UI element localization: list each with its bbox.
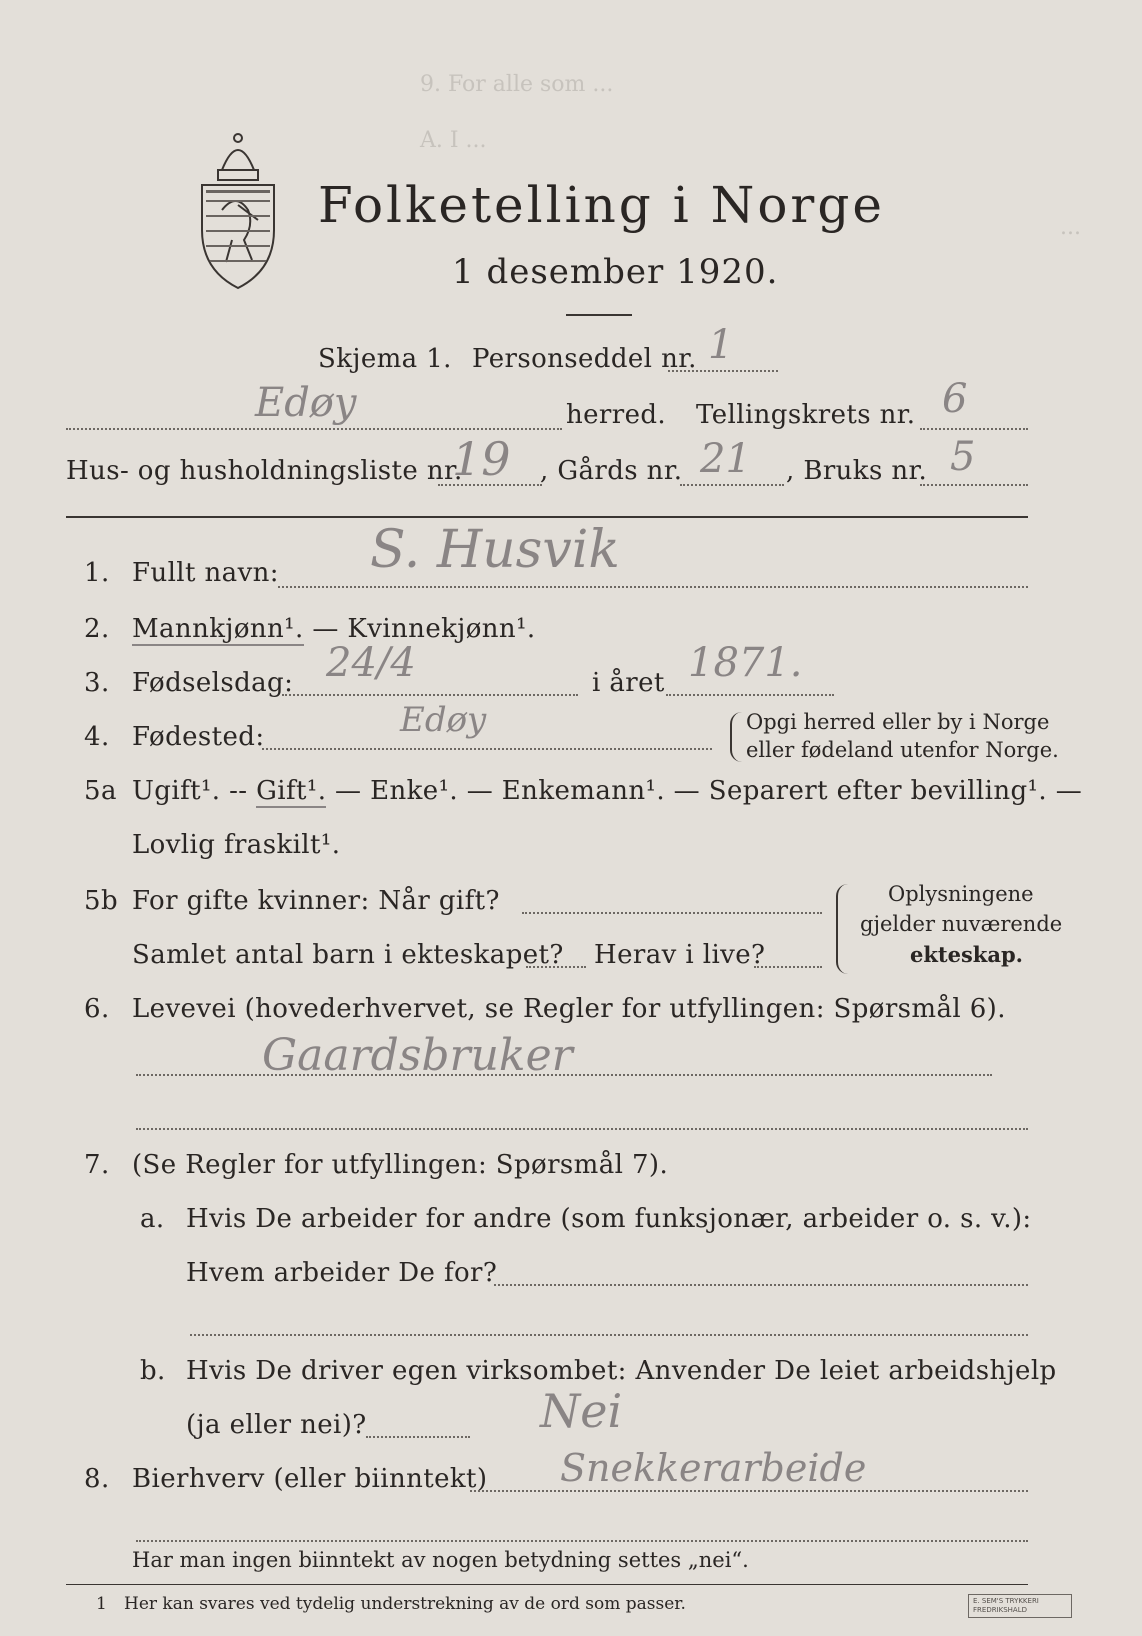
footnote-divider — [66, 1584, 1028, 1585]
q5b-note-1: Oplysningene — [888, 882, 1034, 906]
q5a-number: 5a — [84, 776, 117, 806]
hus-value[interactable]: 19 — [452, 432, 511, 486]
q7b-question: Hvis De driver egen virksombet: Anvender De leiet arbeidshjelp — [186, 1356, 1057, 1386]
q6-label: Levevei (hovederhvervet, se Regler for utfyllingen: Spørsmål 6). — [132, 994, 1006, 1024]
q5b-note-3: ekteskap. — [910, 942, 1023, 967]
q1-number: 1. — [84, 558, 110, 588]
q2-male-option[interactable]: Mannkjønn¹. — [132, 614, 304, 644]
gards-value[interactable]: 21 — [700, 436, 751, 482]
herred-value[interactable]: Edøy — [255, 380, 357, 426]
q6-number: 6. — [84, 994, 110, 1024]
q8-number: 8. — [84, 1464, 110, 1494]
tellingskrets-label: Tellingskrets nr. — [696, 400, 916, 430]
q4-note-1: Opgi herred eller by i Norge — [746, 710, 1050, 734]
q2-female-option[interactable]: Kvinnekjønn¹. — [347, 614, 536, 644]
q5a-divorced-option[interactable]: Lovlig fraskilt¹. — [132, 830, 341, 860]
q5b-number: 5b — [84, 886, 118, 916]
q5a-unmarried-option[interactable]: Ugift¹. -- — [132, 776, 257, 806]
q1-full-name-value[interactable]: S. Husvik — [370, 520, 620, 580]
q5b-when-married-label: For gifte kvinner: Når gift? — [132, 886, 500, 916]
q7b-yes-no-label: (ja eller nei)? — [186, 1410, 367, 1440]
personseddel-value[interactable]: 1 — [708, 322, 734, 368]
q7-number: 7. — [84, 1150, 110, 1180]
personseddel-label: Personseddel nr. — [472, 344, 697, 374]
q4-label: Fødested: — [132, 722, 265, 752]
q2-number: 2. — [84, 614, 110, 644]
q7-label: (Se Regler for utfyllingen: Spørsmål 7). — [132, 1150, 669, 1180]
bruks-label: , Bruks nr. — [786, 456, 928, 486]
q5b-children-label: Samlet antal barn i ekteskapet? — [132, 940, 564, 970]
gards-label: , Gårds nr. — [540, 456, 683, 486]
form-date: 1 desember 1920. — [452, 252, 779, 292]
q7a-letter: a. — [140, 1204, 165, 1234]
q4-birthplace-value[interactable]: Edøy — [400, 700, 487, 740]
q6-occupation-value[interactable]: Gaardsbruker — [262, 1030, 573, 1081]
q7a-question: Hvis De arbeider for andre (som funksjonær, arbeider o. s. v.): — [186, 1204, 1032, 1234]
q4-note-2: eller fødeland utenfor Norge. — [746, 738, 1059, 762]
q8-side-income-value[interactable]: Snekkerarbeide — [560, 1446, 867, 1490]
q5b-note-2: gjelder nuværende — [860, 912, 1063, 936]
q8-label: Bierhverv (eller biinntekt) — [132, 1464, 488, 1494]
q5a-married-option[interactable]: Gift¹. — [256, 776, 327, 806]
q5a-other-options[interactable]: — Enke¹. — Enkemann¹. — Separert efter bevilling¹. — — [326, 776, 1083, 806]
q7a-employer-label: Hvem arbeider De for? — [186, 1258, 498, 1288]
herred-label: herred. — [566, 400, 667, 430]
footer-note: Har man ingen biinntekt av nogen betydning settes „nei“. — [132, 1548, 749, 1572]
q3-year-value[interactable]: 1871. — [688, 640, 803, 686]
census-form-page: 9. For alle som ... A. I ... ... Folketelling i Norge 1 desember 1920. Skjema 1. Personseddel nr. 1 Edøy herred. Tellingskrets nr. 6 Hus- og husholdningsliste nr. 19 , Gårds nr. 21 , Bruks nr. 5 1. Fullt navn: S. Husvik 2. Mannkjønn¹. — Kvinnekjønn¹. 3. Fødselsdag: 24/4 i året 1871. 4. Fødested: Edøy Opgi herred eller by i Norge eller fødeland utenfor Norge. 5a Ugift¹. -- Gift¹. — Enke¹. — Enkemann¹. — Separert efter bevilling¹. — Lovlig fraskilt¹. 5b For gifte kvinner: Når gift? Samlet antal barn i ekteskapet? Herav i live? Oplysningene gjelder nuværende ekteskap. 6. Levevei (hovederhvervet, se Regler for utfyllingen: Spørsmål 6). Gaardsbruker 7. (Se Regler for utfyllingen: Spørsmål 7). a. Hvis De arbeider for andre (som funksjonær, arbeider o. s. v.): Hvem arbeider De for? b. Hvis De driver egen virksombet: Anvender De leiet arbeidshjelp (ja eller nei)? Nei 8. Bierhverv (eller biinntekt) Snekkerarbeide Har man ingen biinntekt av nogen betydning settes „nei“. 1 Her kan svares ved tydelig understrekning av de ord som passer. E. SEM'S TRYKKERI FREDRIKSHALD — [0, 0, 1142, 1636]
bruks-value[interactable]: 5 — [950, 434, 976, 480]
printer-stamp: E. SEM'S TRYKKERI FREDRIKSHALD — [968, 1594, 1072, 1618]
q1-label: Fullt navn: — [132, 558, 279, 588]
q4-number: 4. — [84, 722, 110, 752]
norway-coat-of-arms-icon — [192, 130, 284, 290]
footnote-number: 1 — [96, 1594, 107, 1614]
q7b-letter: b. — [140, 1356, 166, 1386]
q3-number: 3. — [84, 668, 110, 698]
q3-label: Fødselsdag: — [132, 668, 294, 698]
q3-birthday-value[interactable]: 24/4 — [326, 640, 416, 686]
form-title: Folketelling i Norge — [318, 176, 885, 234]
hus-label: Hus- og husholdningsliste nr. — [66, 456, 463, 486]
schema-label: Skjema 1. — [318, 344, 452, 374]
title-divider — [566, 314, 632, 316]
tellingskrets-value[interactable]: 6 — [942, 376, 968, 422]
footnote-text: Her kan svares ved tydelig understrekning av de ord som passer. — [124, 1594, 686, 1614]
section-divider — [66, 516, 1028, 518]
q7b-answer-value[interactable]: Nei — [540, 1384, 623, 1438]
q5b-alive-label: Herav i live? — [594, 940, 766, 970]
q3-year-label: i året — [592, 668, 665, 698]
